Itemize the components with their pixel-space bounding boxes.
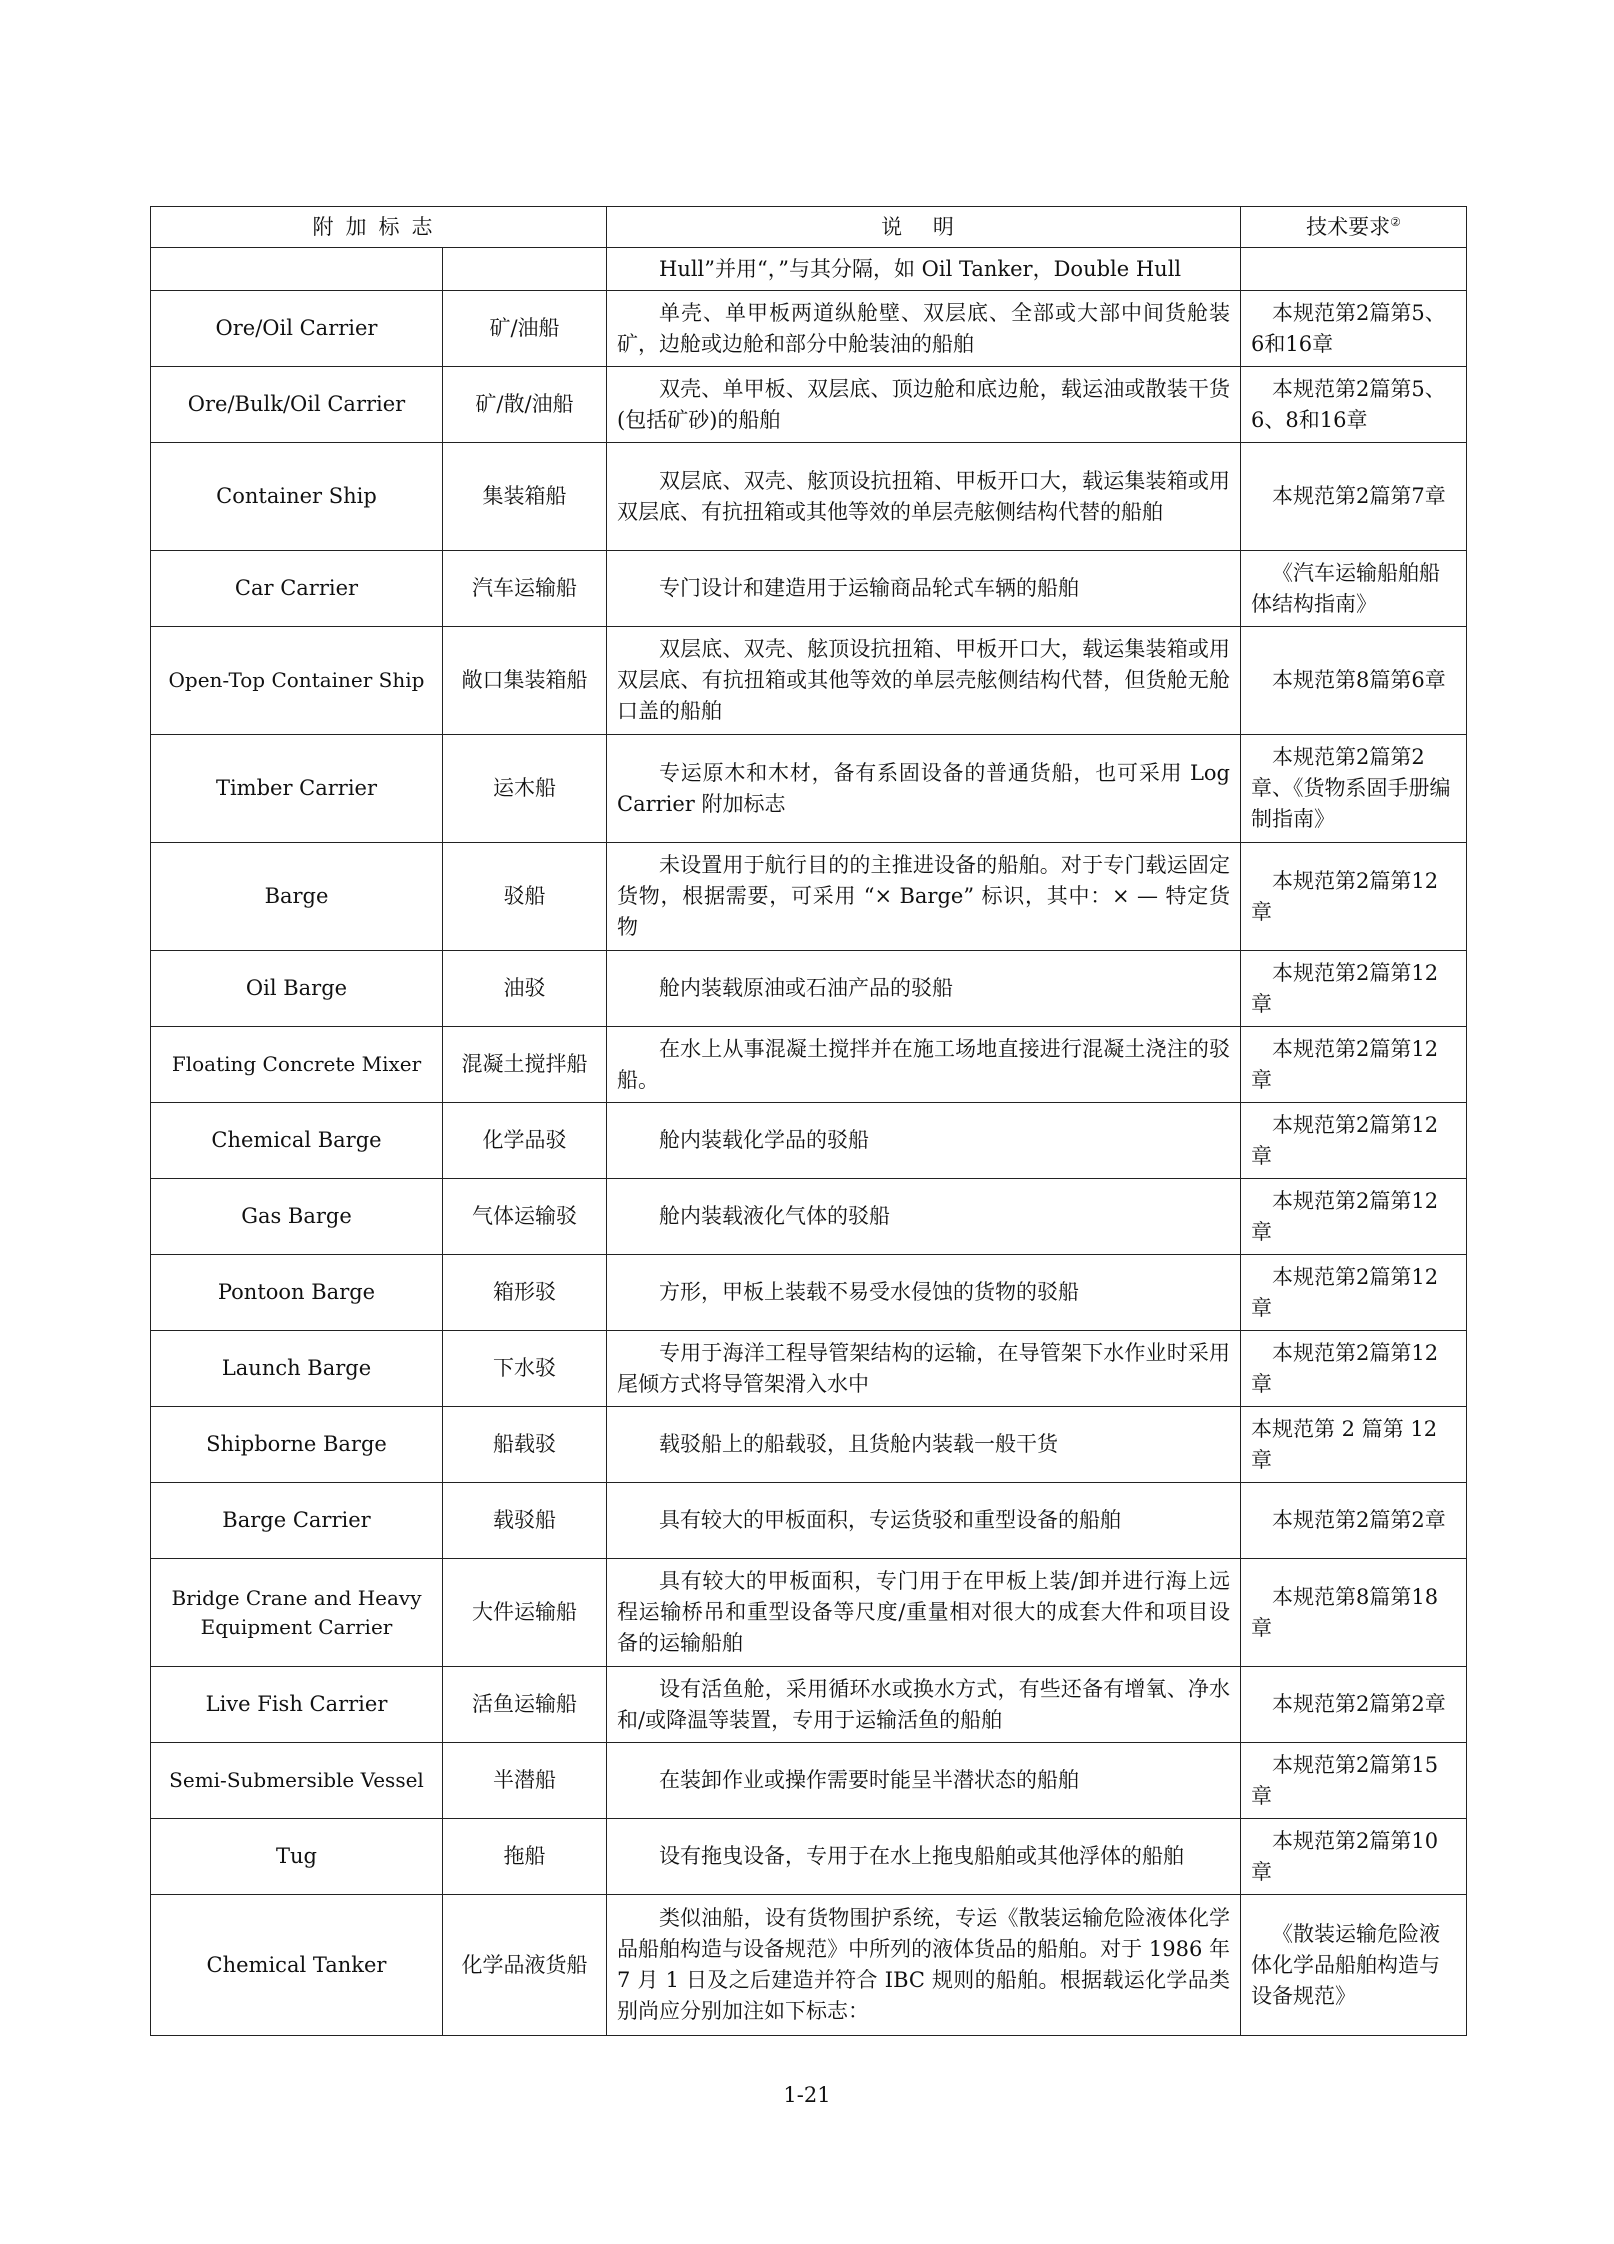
flag-english: Bridge Crane and Heavy Equipment Carrier bbox=[151, 1559, 443, 1667]
flag-english: Open-Top Container Ship bbox=[151, 627, 443, 735]
table-row bbox=[151, 1407, 1467, 1483]
flag-english: Tug bbox=[151, 1819, 443, 1895]
header-flag: 附加标志 bbox=[151, 207, 607, 248]
requirement: 本规范第2篇第5、6和16章 bbox=[1241, 291, 1467, 367]
table-row bbox=[151, 551, 1467, 627]
description: 设有活鱼舱，采用循环水或换水方式，有些还备有增氧、净水和/或降温等装置，专用于运输活鱼的船舶 bbox=[607, 1667, 1241, 1743]
table-row bbox=[151, 1179, 1467, 1255]
flag-english: Barge bbox=[151, 843, 443, 951]
flag-chinese: 混凝土搅拌船 bbox=[443, 1027, 607, 1103]
continuation-row bbox=[151, 248, 1467, 291]
table-row bbox=[151, 1819, 1467, 1895]
table-row bbox=[151, 291, 1467, 367]
flag-english: Semi-Submersible Vessel bbox=[151, 1743, 443, 1819]
description: 具有较大的甲板面积，专门用于在甲板上装/卸并进行海上远程运输桥吊和重型设备等尺度/重量相对很大的成套大件和项目设备的运输船舶 bbox=[607, 1559, 1241, 1667]
flag-english: Oil Barge bbox=[151, 951, 443, 1027]
requirement: 本规范第2篇第12章 bbox=[1241, 1179, 1467, 1255]
flag-chinese: 船载驳 bbox=[443, 1407, 607, 1483]
requirement: 本规范第2篇第12章 bbox=[1241, 951, 1467, 1027]
flag-chinese: 化学品驳 bbox=[443, 1103, 607, 1179]
description: 未设置用于航行目的的主推进设备的船舶。对于专门载运固定货物，根据需要，可采用 “× Barge” 标识，其中：× — 特定货物 bbox=[607, 843, 1241, 951]
table-row bbox=[151, 951, 1467, 1027]
flag-english: Shipborne Barge bbox=[151, 1407, 443, 1483]
flag-english: Barge Carrier bbox=[151, 1483, 443, 1559]
requirement: 本规范第2篇第12章 bbox=[1241, 1255, 1467, 1331]
description: 双层底、双壳、舷顶设抗扭箱、甲板开口大，载运集装箱或用双层底、有抗扭箱或其他等效的单层壳舷侧结构代替的船舶 bbox=[607, 443, 1241, 551]
table-header-row bbox=[151, 207, 1467, 248]
requirement: 本规范第2篇第2章、《货物系固手册编制指南》 bbox=[1241, 735, 1467, 843]
description: 舱内装载化学品的驳船 bbox=[607, 1103, 1241, 1179]
continuation-text: Hull”并用“，”与其分隔，如 Oil Tanker，Double Hull bbox=[607, 248, 1241, 291]
flag-english: Live Fish Carrier bbox=[151, 1667, 443, 1743]
table-row bbox=[151, 367, 1467, 443]
flag-english: Floating Concrete Mixer bbox=[151, 1027, 443, 1103]
description: 专用于海洋工程导管架结构的运输，在导管架下水作业时采用尾倾方式将导管架滑入水中 bbox=[607, 1331, 1241, 1407]
description: 类似油船，设有货物围护系统，专运《散装运输危险液体化学品船舶构造与设备规范》中所列的液体货品的船舶。对于 1986 年 7 月 1 日及之后建造并符合 IBC 规则的船舶。根据载运化学品类别尚应分别加注如下标志： bbox=[607, 1895, 1241, 2036]
description: 在装卸作业或操作需要时能呈半潜状态的船舶 bbox=[607, 1743, 1241, 1819]
flag-english: Car Carrier bbox=[151, 551, 443, 627]
header-description: 说 明 bbox=[607, 207, 1241, 248]
table-row bbox=[151, 1483, 1467, 1559]
page-number: 1-21 bbox=[783, 2083, 831, 2107]
description: 舱内装载原油或石油产品的驳船 bbox=[607, 951, 1241, 1027]
requirement: 本规范第2篇第12章 bbox=[1241, 843, 1467, 951]
flag-english: Gas Barge bbox=[151, 1179, 443, 1255]
flag-chinese: 油驳 bbox=[443, 951, 607, 1027]
description: 载驳船上的船载驳，且货舱内装载一般干货 bbox=[607, 1407, 1241, 1483]
header-requirement bbox=[1241, 207, 1467, 248]
table-row bbox=[151, 443, 1467, 551]
requirement: 本规范第2篇第10章 bbox=[1241, 1819, 1467, 1895]
flag-chinese: 矿/散/油船 bbox=[443, 367, 607, 443]
requirement: 本规范第2篇第5、6、8和16章 bbox=[1241, 367, 1467, 443]
table-row bbox=[151, 1559, 1467, 1667]
requirement: 本规范第2篇第12章 bbox=[1241, 1103, 1467, 1179]
flag-chinese: 载驳船 bbox=[443, 1483, 607, 1559]
table-row bbox=[151, 1895, 1467, 2036]
table-row bbox=[151, 1255, 1467, 1331]
flag-chinese: 拖船 bbox=[443, 1819, 607, 1895]
table-row bbox=[151, 1027, 1467, 1103]
table-row bbox=[151, 627, 1467, 735]
flag-chinese: 下水驳 bbox=[443, 1331, 607, 1407]
description: 专运原木和木材，备有系固设备的普通货船，也可采用 Log Carrier 附加标志 bbox=[607, 735, 1241, 843]
requirement: 本规范第2篇第15章 bbox=[1241, 1743, 1467, 1819]
requirement: 本规范第2篇第2章 bbox=[1241, 1667, 1467, 1743]
flag-english: Chemical Tanker bbox=[151, 1895, 443, 2036]
flag-chinese: 驳船 bbox=[443, 843, 607, 951]
table-row bbox=[151, 735, 1467, 843]
header-requirement-label: 技术要求 bbox=[1306, 214, 1391, 239]
table-row bbox=[151, 1667, 1467, 1743]
description: 在水上从事混凝土搅拌并在施工场地直接进行混凝土浇注的驳船。 bbox=[607, 1027, 1241, 1103]
flag-chinese: 化学品液货船 bbox=[443, 1895, 607, 2036]
table-row bbox=[151, 843, 1467, 951]
requirement: 《汽车运输船舶船体结构指南》 bbox=[1241, 551, 1467, 627]
spec-table bbox=[150, 206, 1467, 2036]
description: 具有较大的甲板面积，专运货驳和重型设备的船舶 bbox=[607, 1483, 1241, 1559]
requirement: 本规范第 2 篇第 12 章 bbox=[1241, 1407, 1467, 1483]
description: 设有拖曳设备，专用于在水上拖曳船舶或其他浮体的船舶 bbox=[607, 1819, 1241, 1895]
flag-english: Container Ship bbox=[151, 443, 443, 551]
flag-chinese: 活鱼运输船 bbox=[443, 1667, 607, 1743]
flag-chinese: 大件运输船 bbox=[443, 1559, 607, 1667]
requirement: 本规范第2篇第12章 bbox=[1241, 1027, 1467, 1103]
requirement: 《散装运输危险液体化学品船舶构造与设备规范》 bbox=[1241, 1895, 1467, 2036]
flag-english: Launch Barge bbox=[151, 1331, 443, 1407]
description: 双壳、单甲板、双层底、顶边舱和底边舱，载运油或散装干货(包括矿砂)的船舶 bbox=[607, 367, 1241, 443]
flag-chinese: 敞口集装箱船 bbox=[443, 627, 607, 735]
flag-chinese: 气体运输驳 bbox=[443, 1179, 607, 1255]
table-row bbox=[151, 1103, 1467, 1179]
flag-chinese: 半潜船 bbox=[443, 1743, 607, 1819]
description: 单壳、单甲板两道纵舱壁、双层底、全部或大部中间货舱装矿，边舱或边舱和部分中舱装油的船舶 bbox=[607, 291, 1241, 367]
flag-english: Timber Carrier bbox=[151, 735, 443, 843]
description: 专门设计和建造用于运输商品轮式车辆的船舶 bbox=[607, 551, 1241, 627]
requirement: 本规范第2篇第12章 bbox=[1241, 1331, 1467, 1407]
flag-chinese: 集装箱船 bbox=[443, 443, 607, 551]
description: 舱内装载液化气体的驳船 bbox=[607, 1179, 1241, 1255]
requirement: 本规范第2篇第7章 bbox=[1241, 443, 1467, 551]
footnote-marker: ② bbox=[1390, 214, 1401, 229]
description: 方形，甲板上装载不易受水侵蚀的货物的驳船 bbox=[607, 1255, 1241, 1331]
flag-english: Pontoon Barge bbox=[151, 1255, 443, 1331]
requirement: 本规范第8篇第6章 bbox=[1241, 627, 1467, 735]
flag-english: Ore/Oil Carrier bbox=[151, 291, 443, 367]
description: 双层底、双壳、舷顶设抗扭箱、甲板开口大，载运集装箱或用双层底、有抗扭箱或其他等效的单层壳舷侧结构代替，但货舱无舱口盖的船舶 bbox=[607, 627, 1241, 735]
flag-english: Chemical Barge bbox=[151, 1103, 443, 1179]
flag-chinese: 汽车运输船 bbox=[443, 551, 607, 627]
flag-chinese: 箱形驳 bbox=[443, 1255, 607, 1331]
flag-english: Ore/Bulk/Oil Carrier bbox=[151, 367, 443, 443]
requirement: 本规范第8篇第18章 bbox=[1241, 1559, 1467, 1667]
flag-chinese: 矿/油船 bbox=[443, 291, 607, 367]
flag-chinese: 运木船 bbox=[443, 735, 607, 843]
table-row bbox=[151, 1331, 1467, 1407]
requirement: 本规范第2篇第2章 bbox=[1241, 1483, 1467, 1559]
table-row bbox=[151, 1743, 1467, 1819]
